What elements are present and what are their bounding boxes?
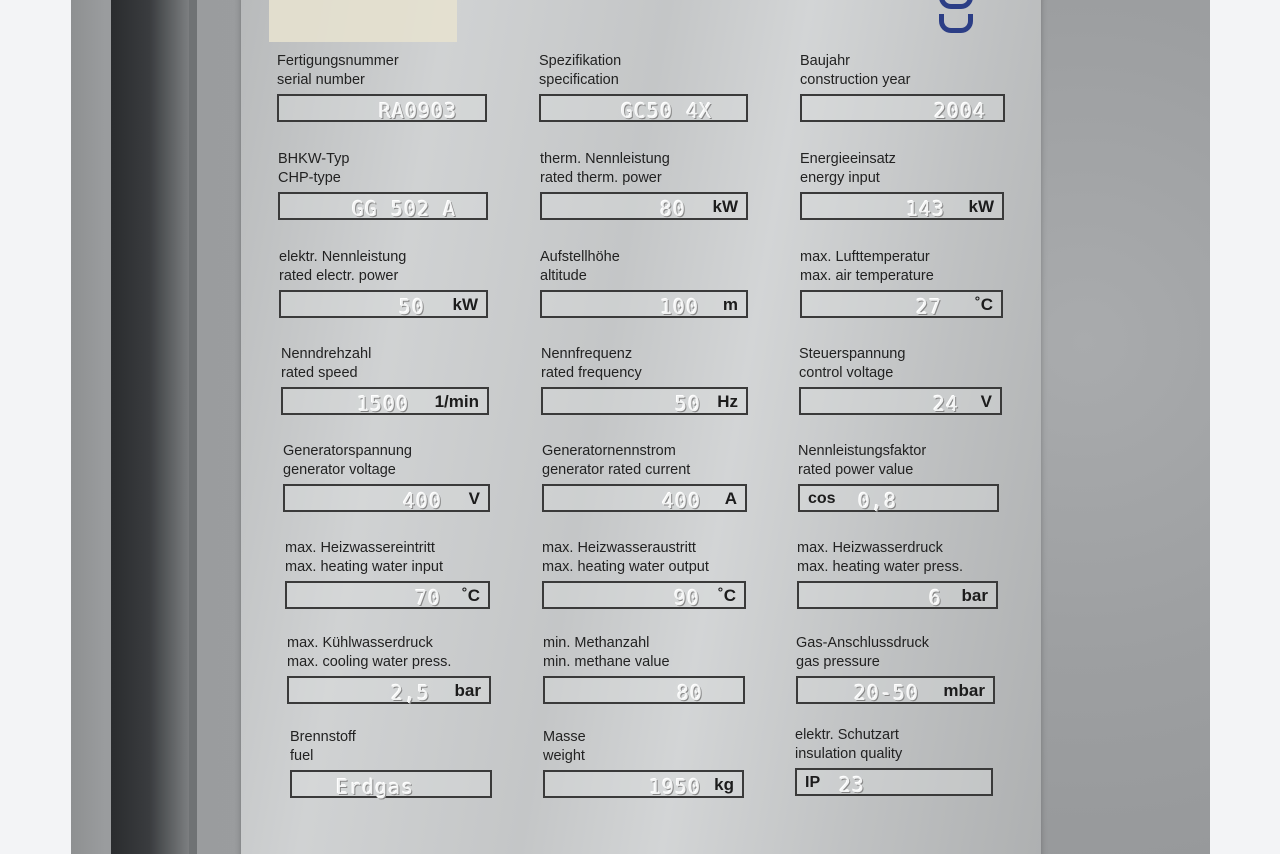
unit: V xyxy=(980,392,992,411)
value-box xyxy=(279,290,488,318)
label-en: generator voltage xyxy=(283,462,396,478)
unit: kg xyxy=(714,775,734,794)
label-de: Fertigungsnummer xyxy=(277,53,399,69)
value: 50 xyxy=(399,295,426,319)
label-en: CHP-type xyxy=(278,170,341,186)
field-fuel xyxy=(290,728,502,799)
value: 50 xyxy=(675,392,702,416)
sticker-remnant xyxy=(269,0,457,42)
label-en: specification xyxy=(539,72,619,88)
value: 400 xyxy=(662,489,702,513)
label-de: Masse xyxy=(543,729,586,745)
label-de: min. Methanzahl xyxy=(543,635,650,651)
value-box xyxy=(795,768,993,796)
value-box xyxy=(539,94,748,122)
label-en: fuel xyxy=(290,748,314,764)
label-en: rated therm. power xyxy=(540,170,662,186)
label-de: max. Heizwasseraustritt xyxy=(542,540,696,556)
unit: V xyxy=(468,489,480,508)
label-en: max. heating water input xyxy=(285,559,443,575)
label-de: Aufstellhöhe xyxy=(540,249,620,265)
value: 80 xyxy=(660,197,687,221)
value-box xyxy=(800,192,1004,220)
value-box xyxy=(290,770,492,798)
field-generator-rated-current xyxy=(542,442,754,513)
dark-cabinet-edge xyxy=(111,0,197,854)
label-de: elektr. Schutzart xyxy=(795,727,899,743)
label-en: weight xyxy=(543,748,585,764)
label-en: construction year xyxy=(800,72,911,88)
label-en: rated speed xyxy=(281,365,358,381)
value: 100 xyxy=(660,295,700,319)
unit: ˚C xyxy=(718,586,736,605)
label-en: gas pressure xyxy=(796,654,880,670)
label-de: Gas-Anschlussdruck xyxy=(796,635,929,651)
label-de: max. Kühlwasserdruck xyxy=(287,635,433,651)
value: 70 xyxy=(415,586,442,610)
value: RA0903 xyxy=(379,99,458,123)
field-generator-voltage xyxy=(283,442,495,513)
label-de: Energieeinsatz xyxy=(800,151,896,167)
field-max-air-temperature xyxy=(800,248,1012,319)
cabinet-door-right xyxy=(1030,0,1210,854)
unit: kW xyxy=(712,197,738,216)
unit: A xyxy=(724,489,737,508)
value: 90 xyxy=(674,586,701,610)
label-en: rated electr. power xyxy=(279,268,399,284)
unit: Hz xyxy=(717,392,738,411)
value-box xyxy=(796,676,995,704)
unit: ˚C xyxy=(462,586,480,605)
value: 27 xyxy=(916,295,943,319)
value-box xyxy=(283,484,490,512)
field-min-methane-value xyxy=(543,634,755,705)
label-en: insulation quality xyxy=(795,746,903,762)
value-box xyxy=(285,581,490,609)
label-en: serial number xyxy=(277,72,365,88)
label-en: max. air temperature xyxy=(800,268,934,284)
field-gas-pressure xyxy=(796,634,1008,705)
label-de: Generatornennstrom xyxy=(542,443,676,459)
value: 24 xyxy=(933,392,960,416)
value: 6 xyxy=(929,586,943,610)
unit: 1/min xyxy=(434,392,479,411)
value: Erdgas xyxy=(336,775,415,799)
field-rated-speed xyxy=(281,345,493,416)
value: 143 xyxy=(906,197,946,221)
value-box xyxy=(540,290,748,318)
label-de: max. Heizwassereintritt xyxy=(285,540,435,556)
value-box xyxy=(540,192,748,220)
value: 400 xyxy=(403,489,443,513)
field-control-voltage xyxy=(799,345,1011,416)
value-box xyxy=(542,581,746,609)
unit: kW xyxy=(968,197,994,216)
unit: bar xyxy=(454,681,481,700)
value-box xyxy=(278,192,488,220)
field-serial-number xyxy=(277,52,489,123)
label-de: BHKW-Typ xyxy=(278,151,350,167)
value: 20-50 xyxy=(854,681,920,705)
value: 1950 xyxy=(649,775,702,799)
field-max-heating-water-press xyxy=(797,539,1009,610)
label-en: altitude xyxy=(540,268,587,284)
value-box xyxy=(797,581,998,609)
field-insulation-quality xyxy=(795,726,1007,797)
value: 1500 xyxy=(357,392,410,416)
label-de: Baujahr xyxy=(800,53,850,69)
value: 2,5 xyxy=(391,681,431,705)
label-de: therm. Nennleistung xyxy=(540,151,670,167)
label-en: control voltage xyxy=(799,365,894,381)
field-max-cooling-water-press xyxy=(287,634,499,705)
field-specification xyxy=(539,52,751,123)
cabinet-seam xyxy=(189,0,197,854)
value-box xyxy=(542,484,747,512)
label-en: rated power value xyxy=(798,462,914,478)
value: GC50 4X xyxy=(621,99,713,123)
value-box xyxy=(543,676,745,704)
value-box xyxy=(799,387,1002,415)
logo-mark xyxy=(939,0,1001,8)
field-rated-power-value xyxy=(798,442,1010,513)
value: 80 xyxy=(677,681,704,705)
value: 2004 xyxy=(934,99,987,123)
label-en: min. methane value xyxy=(543,654,670,670)
field-max-heating-water-output xyxy=(542,539,754,610)
unit: kW xyxy=(452,295,478,314)
field-altitude xyxy=(540,248,752,319)
label-en: max. heating water press. xyxy=(797,559,964,575)
label-de: Nennfrequenz xyxy=(541,346,633,362)
field-construction-year xyxy=(800,52,1012,123)
value: 23 xyxy=(839,773,866,797)
label-de: Spezifikation xyxy=(539,53,622,69)
value: 0,8 xyxy=(858,489,898,513)
value: GG 502 A xyxy=(352,197,457,221)
value-box xyxy=(798,484,999,512)
value-box xyxy=(281,387,489,415)
field-rated-therm-power xyxy=(540,150,752,221)
value-box xyxy=(543,770,744,798)
unit: mbar xyxy=(943,681,985,700)
label-de: Steuerspannung xyxy=(799,346,906,362)
label-de: Nenndrehzahl xyxy=(281,346,372,362)
label-de: max. Lufttemperatur xyxy=(800,249,930,265)
unit: bar xyxy=(961,586,988,605)
field-max-heating-water-input xyxy=(285,539,497,610)
label-en: max. cooling water press. xyxy=(287,654,452,670)
field-energy-input xyxy=(800,150,1012,221)
unit: ˚C xyxy=(975,295,993,314)
value-box xyxy=(800,290,1003,318)
value-box xyxy=(287,676,491,704)
field-rated-frequency xyxy=(541,345,753,416)
field-rated-electr-power xyxy=(279,248,491,319)
field-chp-type xyxy=(278,150,490,221)
unit: m xyxy=(722,295,738,314)
label-de: Nennleistungsfaktor xyxy=(798,443,927,459)
value-box xyxy=(800,94,1005,122)
value-box xyxy=(541,387,748,415)
photo-background xyxy=(71,0,1210,854)
value-box xyxy=(277,94,487,122)
label-de: elektr. Nennleistung xyxy=(279,249,407,265)
label-de: max. Heizwasserdruck xyxy=(797,540,943,556)
prefix: IP xyxy=(805,774,821,791)
label-en: energy input xyxy=(800,170,880,186)
field-weight xyxy=(543,728,755,799)
label-en: max. heating water output xyxy=(542,559,709,575)
label-de: Generatorspannung xyxy=(283,443,412,459)
label-de: Brennstoff xyxy=(290,729,356,745)
prefix: cos xyxy=(808,490,836,507)
label-en: generator rated current xyxy=(542,462,691,478)
label-en: rated frequency xyxy=(541,365,642,381)
